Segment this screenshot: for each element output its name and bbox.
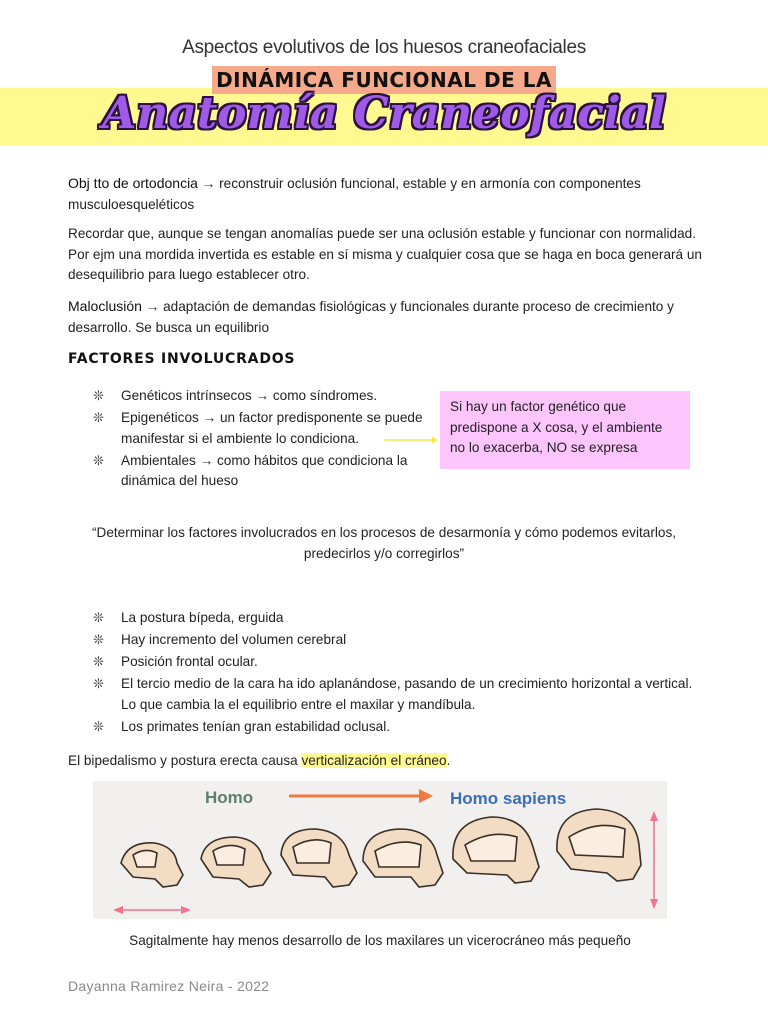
note-box: Si hay un factor genético que predispone a X cosa, y el ambiente no lo exacerba, NO se expresa — [440, 391, 690, 469]
bullet-icon: ❊ — [93, 632, 104, 647]
factor-rest: un factor predisponente se puede manifestar si el ambiente lo condiciona. — [121, 410, 423, 446]
arrow-icon: → — [145, 299, 160, 314]
paragraph-text: adaptación de demandas fisiológicas y funcionales durante proceso de crecimiento y desarrollo. Se busca un equilibrio — [68, 299, 674, 335]
skull-1-icon — [121, 843, 183, 887]
section-heading-factors: FACTORES INVOLUCRADOS — [68, 351, 296, 367]
quote: “Determinar los factores involucrados en los procesos de desarmonía y cómo podemos evitarlos, predecirlos y/o corregirlos” — [91, 525, 677, 561]
bullet-icon: ❊ — [93, 410, 104, 425]
bipedal-text-after: . — [446, 753, 451, 768]
list-item-text: La postura bípeda, erguida — [121, 610, 284, 625]
bipedal-text-before: El bipedalismo y postura erecta causa — [68, 753, 302, 768]
document-title: Anatomía Craneofacial — [102, 88, 666, 139]
paragraph-text: reconstruir oclusión funcional, estable y en armonía con componentes musculoesqueléticos — [68, 176, 641, 212]
label-homo: Homo — [205, 788, 254, 807]
factor-rest: como síndromes. — [272, 388, 378, 403]
skull-4-icon — [363, 829, 443, 887]
evolution-list — [93, 608, 708, 739]
list-item — [93, 408, 423, 449]
skull-3-icon — [281, 829, 357, 887]
list-item-text: Posición frontal ocular. — [121, 654, 258, 669]
list-item — [93, 717, 708, 738]
list-item — [93, 630, 708, 651]
list-item — [93, 674, 708, 715]
term-orthodontics: Obj tto de ortodoncia — [68, 175, 198, 191]
horizontal-arrow-right-icon — [181, 906, 191, 914]
list-item — [93, 451, 423, 492]
bullet-icon: ❊ — [93, 610, 104, 625]
bullet-icon: ❊ — [93, 718, 104, 734]
skull-2-icon — [201, 837, 271, 887]
arrow-icon: → — [202, 410, 217, 425]
list-item — [93, 652, 708, 673]
paragraph-reminder: Recordar que, aunque se tengan anomalías puede ser una oclusión estable y funcionar con normalidad. Por ejm una mordida invertida es estable en sí misma y cualquier cosa que se haga en boca generará un desequilibrio para luego establecer otro. — [68, 226, 702, 282]
bullet-icon: ❊ — [93, 452, 104, 468]
vertical-arrow-down-icon — [650, 899, 658, 909]
factors-list — [93, 386, 423, 493]
evolution-arrowhead-icon — [419, 789, 433, 803]
skull-5-icon — [453, 817, 539, 883]
list-item — [93, 386, 423, 407]
vertical-arrow-up-icon — [650, 811, 658, 821]
list-item-text: Hay incremento del volumen cerebral — [121, 632, 347, 647]
highlighted-text: verticalización el cráneo — [301, 753, 447, 768]
arrow-icon: → — [199, 452, 214, 468]
document-subtitle: DINÁMICA FUNCIONAL DE LA — [212, 66, 556, 94]
bullet-icon: ❊ — [93, 388, 104, 403]
document-topic: Aspectos evolutivos de los huesos craneofaciales — [182, 37, 586, 58]
paragraph-bipedalism — [68, 751, 708, 772]
horizontal-arrow-left-icon — [113, 906, 123, 914]
paragraph-orthodontics-objective — [68, 173, 708, 215]
list-item — [93, 608, 708, 629]
skull-evolution-svg — [93, 781, 667, 919]
arrow-icon: → — [201, 176, 216, 191]
label-homo-sapiens: Homo sapiens — [450, 789, 567, 808]
figure-caption: Sagitalmente hay menos desarrollo de los maxilares un vicerocráneo más pequeño — [129, 933, 631, 948]
arrow-icon: → — [255, 388, 270, 403]
bullet-icon: ❊ — [93, 676, 104, 691]
factor-lead: Epigenéticos — [121, 410, 199, 425]
connector-arrow-icon — [384, 436, 438, 444]
factor-lead: Genéticos intrínsecos — [121, 388, 252, 403]
skull-evolution-figure — [93, 781, 667, 919]
footer-author: Dayanna Ramirez Neira - 2022 — [68, 978, 270, 994]
term-malocclusion: Maloclusión — [68, 298, 142, 314]
factor-rest: como hábitos que condiciona la dinámica del hueso — [121, 452, 408, 488]
list-item-text: Los primates tenían gran estabilidad oclusal. — [121, 718, 391, 734]
paragraph-malocclusion — [68, 296, 708, 338]
factor-lead: Ambientales — [121, 452, 196, 468]
list-item-text: El tercio medio de la cara ha ido aplanándose, pasando de un crecimiento horizontal a vertical. Lo que cambia la el equilibrio entre el maxilar y mandíbula. — [121, 676, 693, 712]
skull-6-icon — [557, 809, 641, 881]
bullet-icon: ❊ — [93, 654, 104, 669]
